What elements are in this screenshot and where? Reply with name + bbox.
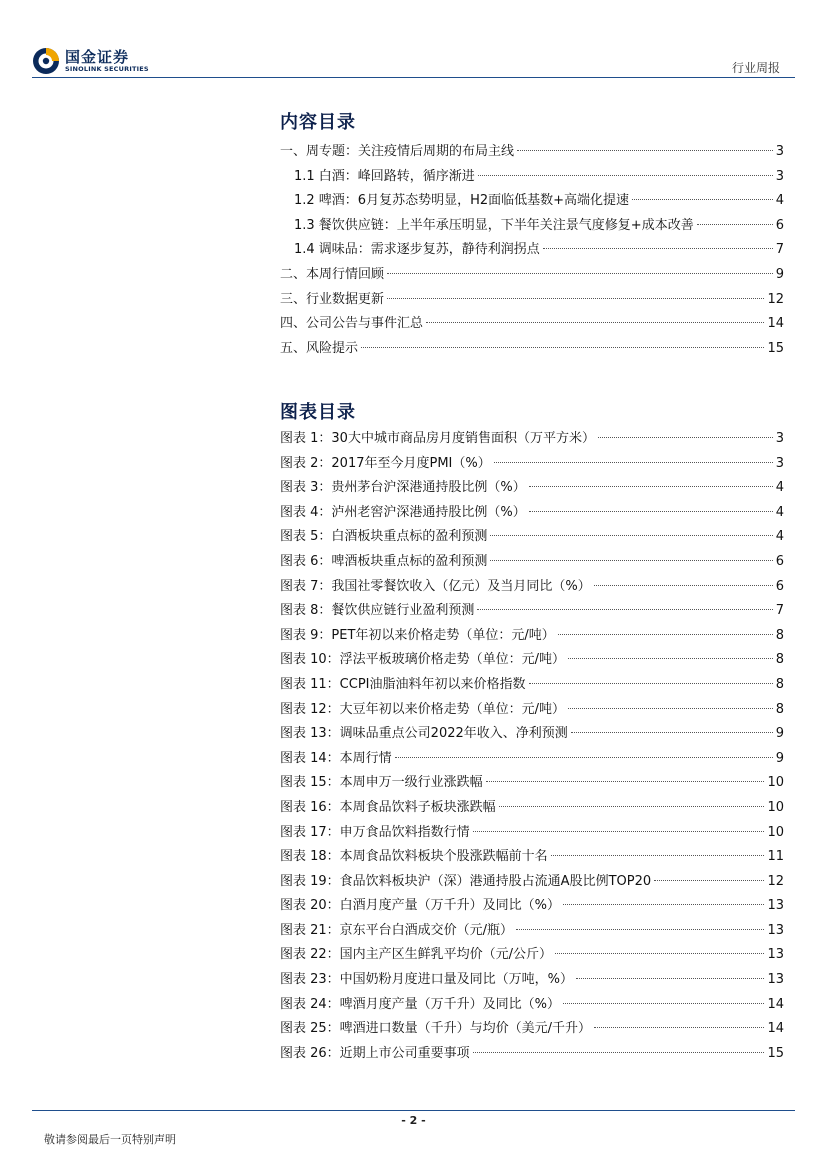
figure-entry-label: 图表 8：餐饮供应链行业盈利预测 (280, 603, 475, 619)
figure-entry-page: 4 (775, 480, 784, 496)
figure-entry[interactable] (280, 624, 784, 649)
dot-leader (517, 150, 773, 151)
figure-entry-label: 图表 25：啤酒进口数量（千升）与均价（美元/千升） (280, 1021, 592, 1037)
contents-entry-label: 1.2 啤酒：6月复苏态势明显，H2面临低基数+高端化提速 (294, 193, 630, 209)
dot-leader (571, 732, 773, 733)
figure-entry[interactable] (280, 821, 784, 846)
header-divider (32, 77, 795, 78)
dot-leader (395, 757, 773, 758)
figure-entry-label: 图表 14：本周行情 (280, 750, 392, 766)
figure-entry[interactable] (280, 943, 784, 968)
figure-entry-page: 13 (767, 972, 784, 988)
figure-entry[interactable] (280, 845, 784, 870)
figures-title: 图表目录 (280, 402, 356, 423)
figure-entry[interactable] (280, 501, 784, 526)
dot-leader (426, 322, 764, 323)
dot-leader (490, 560, 772, 561)
figure-entry-page: 15 (767, 1045, 784, 1061)
figure-entry-label: 图表 16：本周食品饮料子板块涨跌幅 (280, 799, 496, 815)
figure-entry-label: 图表 21：京东平台白酒成交价（元/瓶） (280, 922, 514, 938)
figure-entry-label: 图表 20：白酒月度产量（万千升）及同比（%） (280, 898, 561, 914)
figure-entry-page: 10 (767, 775, 784, 791)
contents-entry[interactable] (280, 337, 784, 362)
contents-entry[interactable] (280, 165, 784, 190)
contents-entry-label: 1.3 餐饮供应链：上半年承压明显，下半年关注景气度修复+成本改善 (294, 217, 694, 233)
figure-entry-label: 图表 26：近期上市公司重要事项 (280, 1045, 470, 1061)
figure-entry[interactable] (280, 722, 784, 747)
figure-entry-label: 图表 12：大豆年初以来价格走势（单位：元/吨） (280, 701, 566, 717)
figure-entry-label: 图表 6：啤酒板块重点标的盈利预测 (280, 553, 488, 569)
contents-entry-page: 4 (775, 193, 784, 209)
dot-leader (543, 248, 773, 249)
figure-entry-page: 8 (775, 627, 784, 643)
contents-entry-label: 四、公司公告与事件汇总 (280, 316, 424, 332)
figure-entry[interactable] (280, 771, 784, 796)
figure-entry[interactable] (280, 747, 784, 772)
figure-entry-label: 图表 11：CCPI油脂油料年初以来价格指数 (280, 676, 526, 692)
figure-entry-label: 图表 7：我国社零餐饮收入（亿元）及当月同比（%） (280, 578, 591, 594)
figure-entry-page: 11 (767, 849, 784, 865)
figure-entry-page: 14 (767, 1021, 784, 1037)
dot-leader (478, 175, 773, 176)
dot-leader (632, 199, 773, 200)
figure-entry[interactable] (280, 673, 784, 698)
figure-entry[interactable] (280, 698, 784, 723)
company-logo (32, 46, 192, 76)
contents-entry[interactable] (280, 189, 784, 214)
figure-entry-label: 图表 1：30大中城市商品房月度销售面积（万平方米） (280, 431, 595, 446)
contents-entry-page: 14 (767, 316, 784, 332)
figure-entry-label: 图表 24：啤酒月度产量（万千升）及同比（%） (280, 996, 561, 1012)
figure-entry-label: 图表 22：国内主产区生鲜乳平均价（元/公斤） (280, 947, 553, 963)
dot-leader (568, 658, 773, 659)
dot-leader (490, 535, 772, 536)
figure-entry-page: 13 (767, 898, 784, 914)
contents-entry-label: 三、行业数据更新 (280, 291, 385, 307)
dot-leader (697, 224, 773, 225)
contents-list (280, 140, 784, 361)
dot-leader (555, 953, 764, 954)
dot-leader (387, 298, 764, 299)
figure-entry[interactable] (280, 599, 784, 624)
figure-entry-label: 图表 13：调味品重点公司2022年收入、净利预测 (280, 726, 568, 742)
figure-entry[interactable] (280, 648, 784, 673)
figure-entry-page: 13 (767, 922, 784, 938)
dot-leader (529, 683, 773, 684)
figure-entry-page: 13 (767, 947, 784, 963)
figure-entry[interactable] (280, 476, 784, 501)
figure-entry[interactable] (280, 575, 784, 600)
dot-leader (594, 1027, 764, 1028)
dot-leader (563, 904, 764, 905)
figure-entry-page: 9 (775, 726, 784, 742)
dot-leader (654, 880, 764, 881)
figure-entry[interactable] (280, 796, 784, 821)
dot-leader (563, 1003, 764, 1004)
figure-entry[interactable] (280, 550, 784, 575)
figure-entry-page: 10 (767, 799, 784, 815)
figure-entry-label: 图表 19：食品饮料板块沪（深）港通持股占流通A股比例TOP20 (280, 873, 652, 889)
contents-entry-page: 15 (767, 340, 784, 356)
contents-entry[interactable] (280, 238, 784, 263)
dot-leader (494, 462, 773, 463)
contents-entry-page: 6 (775, 217, 784, 233)
contents-entry-page: 7 (775, 242, 784, 258)
contents-entry[interactable] (280, 140, 784, 165)
figure-entry[interactable] (280, 919, 784, 944)
figure-entry-label: 图表 15：本周申万一级行业涨跌幅 (280, 775, 483, 791)
dot-leader (361, 347, 764, 348)
figure-entry-label: 图表 2：2017年至今月度PMI（%） (280, 455, 491, 471)
dot-leader (473, 1052, 765, 1053)
contents-entry-page: 12 (767, 291, 784, 307)
figure-entry-page: 6 (775, 578, 784, 594)
figure-entry-page: 10 (767, 824, 784, 840)
contents-entry[interactable] (280, 288, 784, 313)
dot-leader (387, 273, 773, 274)
sinolink-logo-icon (32, 47, 60, 75)
page-header (0, 0, 827, 80)
report-type: 行业周报 (731, 61, 780, 75)
figure-entry[interactable] (280, 894, 784, 919)
dot-leader (558, 634, 773, 635)
dot-leader (594, 585, 773, 586)
footer-divider (32, 1110, 795, 1111)
figure-entry-page: 14 (767, 996, 784, 1012)
figure-entry-page: 4 (775, 504, 784, 520)
figure-entry-label: 图表 4：泸州老窖沪深港通持股比例（%） (280, 504, 526, 520)
dot-leader (529, 511, 773, 512)
figure-entry-label: 图表 9：PET年初以来价格走势（单位：元/吨） (280, 627, 555, 643)
figure-entry[interactable] (280, 525, 784, 550)
dot-leader (516, 929, 764, 930)
figure-entry-page: 9 (775, 750, 784, 766)
contents-entry-page: 3 (775, 144, 784, 159)
contents-entry[interactable] (280, 214, 784, 239)
figure-entry-page: 7 (775, 603, 784, 619)
figure-entry-page: 4 (775, 529, 784, 545)
dot-leader (499, 806, 765, 807)
contents-entry-label: 五、风险提示 (280, 340, 359, 356)
contents-entry-page: 9 (775, 266, 784, 282)
contents-entry[interactable] (280, 263, 784, 288)
figure-entry-page: 3 (775, 455, 784, 471)
dot-leader (477, 609, 772, 610)
figure-entry-label: 图表 18：本周食品饮料板块个股涨跌幅前十名 (280, 849, 548, 865)
contents-entry-label: 二、本周行情回顾 (280, 266, 385, 282)
contents-entry[interactable] (280, 312, 784, 337)
figure-entry-label: 图表 5：白酒板块重点标的盈利预测 (280, 529, 488, 545)
figure-entry-page: 6 (775, 553, 784, 569)
dot-leader (576, 978, 764, 979)
dot-leader (529, 486, 773, 487)
figure-entry-page: 3 (775, 431, 784, 446)
figure-entry-page: 8 (775, 701, 784, 717)
contents-entry-page: 3 (775, 168, 784, 184)
figure-entry-page: 8 (775, 676, 784, 692)
contents-entry-label: 1.1 白酒：峰回路转，循序渐进 (294, 168, 475, 184)
logo-english-name: SINOLINK SECURITIES (65, 65, 149, 73)
figure-entry[interactable] (280, 1017, 784, 1042)
contents-entry-label: 一、周专题：关注疫情后周期的布局主线 (280, 144, 515, 159)
figure-entry[interactable] (280, 452, 784, 477)
figure-entry-label: 图表 23：中国奶粉月度进口量及同比（万吨，%） (280, 972, 574, 988)
figures-list (280, 427, 784, 1066)
dot-leader (598, 437, 773, 438)
dot-leader (486, 781, 765, 782)
figure-entry-label: 图表 3：贵州茅台沪深港通持股比例（%） (280, 480, 526, 496)
figure-entry[interactable] (280, 993, 784, 1018)
figure-entry[interactable] (280, 870, 784, 895)
footer-disclaimer: 敬请参阅最后一页特别声明 (44, 1133, 176, 1146)
dot-leader (568, 708, 773, 709)
dot-leader (473, 831, 765, 832)
figure-entry[interactable] (280, 968, 784, 993)
contents-title: 内容目录 (280, 112, 356, 133)
page-number: - 2 - (401, 1114, 426, 1127)
contents-entry-label: 1.4 调味品：需求逐步复苏，静待利润拐点 (294, 242, 540, 258)
logo-chinese-name: 国金证券 (65, 48, 130, 66)
figure-entry-page: 8 (775, 652, 784, 668)
figure-entry[interactable] (280, 427, 784, 452)
figure-entry-label: 图表 10：浮法平板玻璃价格走势（单位：元/吨） (280, 652, 566, 668)
figure-entry[interactable] (280, 1042, 784, 1067)
figure-entry-label: 图表 17：申万食品饮料指数行情 (280, 824, 470, 840)
figure-entry-page: 12 (767, 873, 784, 889)
dot-leader (551, 855, 765, 856)
